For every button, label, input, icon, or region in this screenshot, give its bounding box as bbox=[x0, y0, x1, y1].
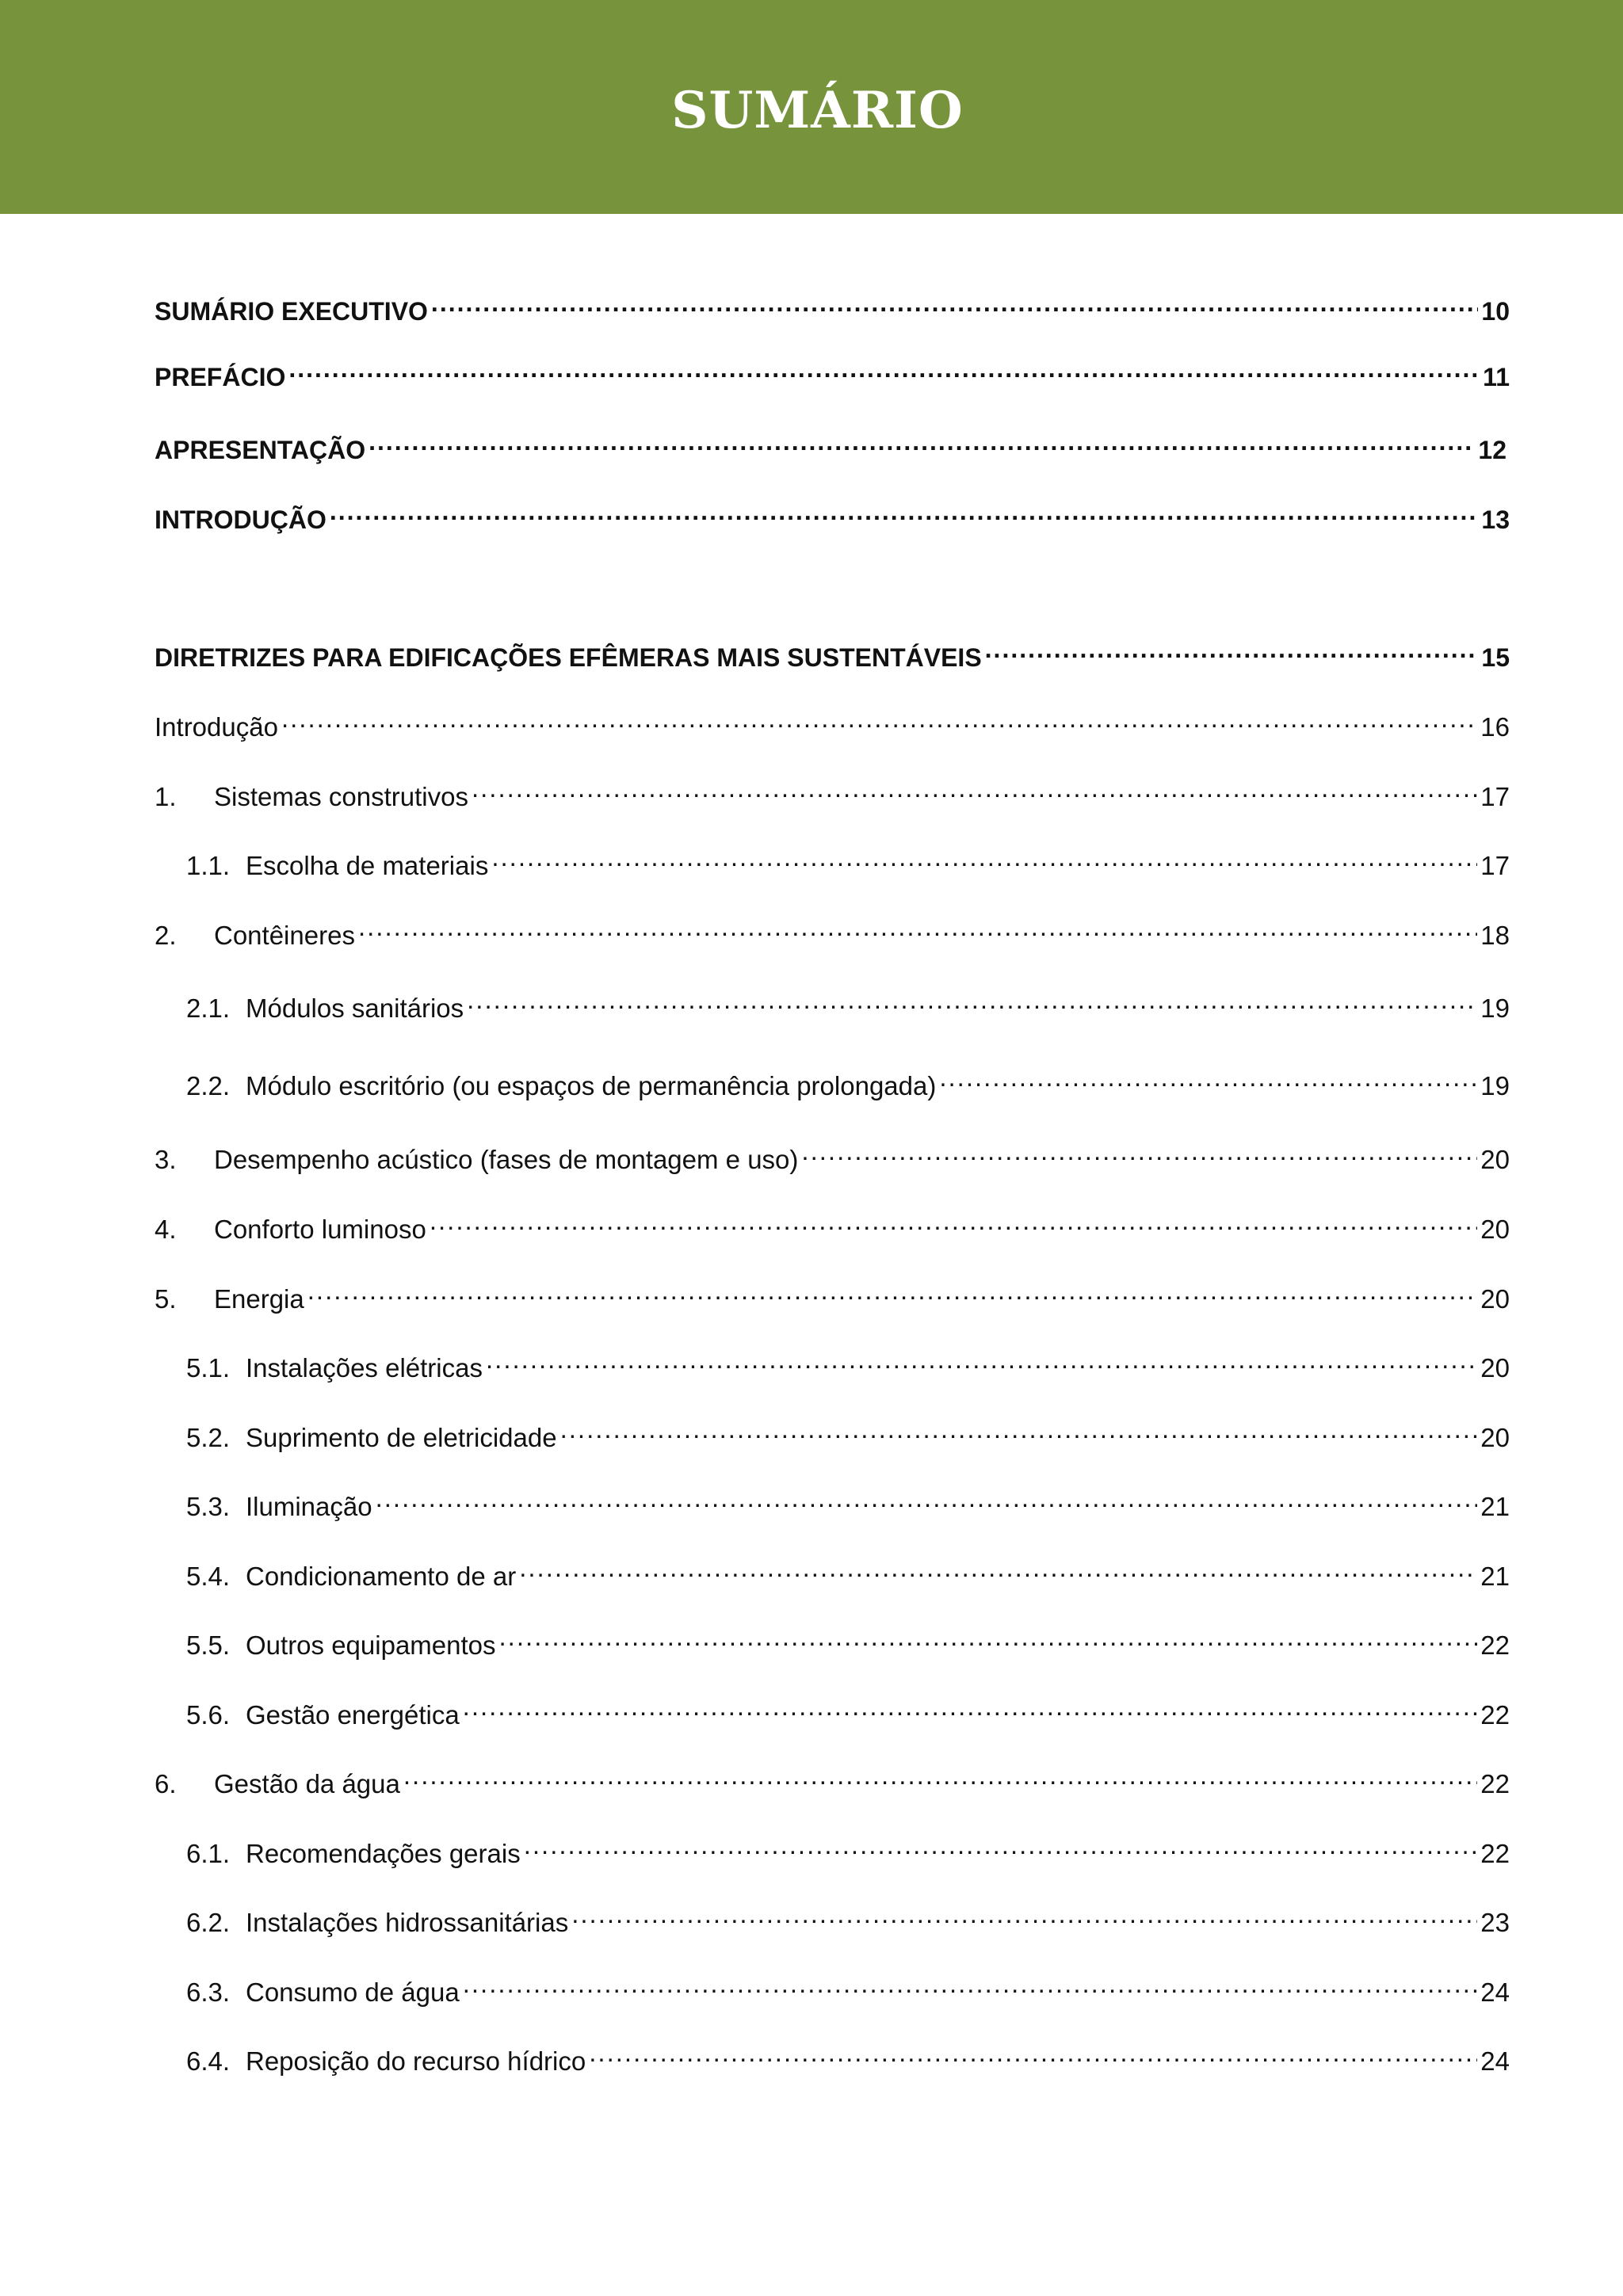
toc-entry-label: Energia bbox=[214, 1284, 304, 1314]
toc-entry-label: Módulos sanitários bbox=[246, 994, 464, 1023]
toc-page-number: 20 bbox=[1480, 1145, 1510, 1174]
toc-entry-label: SUMÁRIO EXECUTIVO bbox=[155, 297, 428, 326]
toc-dot-leader bbox=[499, 1619, 1478, 1654]
toc-entry-label: Condicionamento de ar bbox=[246, 1562, 517, 1591]
toc-dot-leader bbox=[431, 285, 1478, 320]
toc-dot-leader bbox=[486, 1342, 1477, 1377]
toc-entry-label: Suprimento de eletricidade bbox=[246, 1423, 557, 1452]
toc-dot-leader bbox=[376, 1481, 1478, 1516]
toc-dot-leader bbox=[985, 631, 1479, 666]
toc-entry-sumario-executivo[interactable] bbox=[155, 285, 1510, 329]
toc-entry-2-1[interactable] bbox=[186, 982, 1510, 1026]
toc-entry-number: 5.4. bbox=[186, 1562, 231, 1591]
toc-dot-leader bbox=[472, 771, 1477, 806]
toc-dot-leader bbox=[403, 1758, 1477, 1793]
toc-page-number: 10 bbox=[1481, 297, 1510, 326]
toc-entry-label: Sistemas construtivos bbox=[214, 782, 468, 811]
toc-dot-leader bbox=[801, 1134, 1477, 1169]
toc-entry-label: Escolha de materiais bbox=[246, 851, 489, 880]
toc-entry-5-2[interactable] bbox=[186, 1412, 1510, 1455]
toc-entry-3[interactable] bbox=[155, 1134, 1510, 1177]
toc-dot-leader bbox=[560, 1412, 1478, 1447]
toc-entry-introducao-capitulo[interactable] bbox=[155, 701, 1510, 745]
toc-page-number: 20 bbox=[1480, 1423, 1510, 1452]
toc-entry-number: 5.6. bbox=[186, 1700, 231, 1730]
toc-entry-number: 3. bbox=[155, 1145, 177, 1174]
toc-entry-6[interactable] bbox=[155, 1758, 1510, 1802]
toc-entry-label: Outros equipamentos bbox=[246, 1630, 496, 1660]
toc-entry-label: Iluminação bbox=[246, 1492, 372, 1521]
toc-entry-5-4[interactable] bbox=[186, 1550, 1510, 1594]
toc-entry-label: PREFÁCIO bbox=[155, 363, 286, 391]
toc-entry-5[interactable] bbox=[155, 1273, 1510, 1317]
toc-entry-label: Recomendações gerais bbox=[246, 1839, 521, 1868]
toc-dot-leader bbox=[463, 1966, 1478, 2001]
toc-entry-number: 6.2. bbox=[186, 1908, 231, 1937]
toc-entry-number: 6.3. bbox=[186, 1978, 231, 2007]
toc-page-number: 22 bbox=[1480, 1700, 1510, 1730]
toc-dot-leader bbox=[524, 1828, 1478, 1863]
toc-dot-leader bbox=[463, 1689, 1478, 1724]
toc-entry-label: Desempenho acústico (fases de montagem e uso) bbox=[214, 1145, 799, 1174]
toc-entry-5-5[interactable] bbox=[186, 1619, 1510, 1663]
toc-dot-leader bbox=[491, 840, 1477, 875]
toc-entry-number: 2.1. bbox=[186, 994, 231, 1023]
toc-page-number: 22 bbox=[1480, 1839, 1510, 1868]
toc-entry-6-4[interactable] bbox=[186, 2035, 1510, 2079]
toc-dot-leader bbox=[939, 1060, 1477, 1095]
toc-dot-leader bbox=[281, 701, 1477, 736]
toc-entry-number: 5.2. bbox=[186, 1423, 231, 1452]
toc-entry-1[interactable] bbox=[155, 771, 1510, 814]
toc-dot-leader bbox=[430, 1203, 1477, 1238]
toc-entry-label: Módulo escritório (ou espaços de permanência prolongada) bbox=[246, 1071, 937, 1100]
toc-dot-leader bbox=[288, 351, 1480, 386]
toc-entry-number: 5.5. bbox=[186, 1630, 231, 1660]
toc-entry-number: 1.1. bbox=[186, 851, 231, 880]
toc-entry-label: Consumo de água bbox=[246, 1978, 460, 2007]
toc-dot-leader bbox=[467, 982, 1477, 1017]
toc-page-number: 18 bbox=[1480, 921, 1510, 950]
toc-entry-label: Instalações hidrossanitárias bbox=[246, 1908, 569, 1937]
toc-dot-leader bbox=[369, 424, 1475, 459]
toc-entry-5-1[interactable] bbox=[186, 1342, 1510, 1386]
toc-entry-6-1[interactable] bbox=[186, 1828, 1510, 1871]
toc-page-number: 13 bbox=[1481, 505, 1510, 534]
toc-entry-number: 5.1. bbox=[186, 1353, 231, 1383]
toc-page-number: 21 bbox=[1480, 1492, 1510, 1521]
toc-entry-number: 2.2. bbox=[186, 1071, 231, 1100]
page-title: SUMÁRIO bbox=[671, 81, 964, 140]
toc-page-number: 22 bbox=[1480, 1630, 1510, 1660]
toc-entry-number: 1. bbox=[155, 782, 177, 811]
toc-entry-label: Gestão energética bbox=[246, 1700, 460, 1730]
toc-page-number: 20 bbox=[1480, 1353, 1510, 1383]
toc-page-number: 15 bbox=[1481, 643, 1510, 672]
toc-entry-4[interactable] bbox=[155, 1203, 1510, 1247]
toc-page-number: 16 bbox=[1480, 712, 1510, 742]
toc-page-number: 12 bbox=[1478, 436, 1507, 464]
toc-entry-diretrizes[interactable] bbox=[155, 631, 1510, 675]
toc-page-number: 11 bbox=[1483, 363, 1510, 391]
toc-entry-6-3[interactable] bbox=[186, 1966, 1510, 2010]
toc-page-number: 22 bbox=[1480, 1769, 1510, 1798]
toc-entry-5-6[interactable] bbox=[186, 1689, 1510, 1733]
toc-dot-leader bbox=[519, 1550, 1477, 1585]
toc-entry-label: Reposição do recurso hídrico bbox=[246, 2046, 586, 2076]
toc-entry-2-2[interactable] bbox=[186, 1060, 1510, 1104]
toc-entry-introducao[interactable] bbox=[155, 494, 1510, 537]
toc-entry-label: Gestão da água bbox=[214, 1769, 400, 1798]
toc-entry-5-3[interactable] bbox=[186, 1481, 1510, 1524]
toc-entry-label: INTRODUÇÃO bbox=[155, 505, 327, 534]
toc-dot-leader bbox=[330, 494, 1479, 528]
toc-page-number: 21 bbox=[1480, 1562, 1510, 1591]
toc-entry-6-2[interactable] bbox=[186, 1897, 1510, 1940]
toc-entry-2[interactable] bbox=[155, 910, 1510, 953]
toc-page-number: 17 bbox=[1480, 851, 1510, 880]
toc-entry-1-1[interactable] bbox=[186, 840, 1510, 883]
toc-entry-prefacio[interactable] bbox=[155, 351, 1510, 395]
toc-entry-label: Contêineres bbox=[214, 921, 355, 950]
toc-dot-leader bbox=[589, 2035, 1477, 2070]
toc-page-number: 23 bbox=[1480, 1908, 1510, 1937]
toc-entry-label: DIRETRIZES PARA EDIFICAÇÕES EFÊMERAS MAIS SUSTENTÁVEIS bbox=[155, 643, 982, 672]
toc-page-number: 19 bbox=[1480, 994, 1510, 1023]
toc-entry-apresentacao[interactable] bbox=[155, 424, 1507, 467]
toc-entry-number: 6.4. bbox=[186, 2046, 231, 2076]
toc-entry-number: 6. bbox=[155, 1769, 177, 1798]
toc-page-number: 24 bbox=[1480, 1978, 1510, 2007]
toc-page-number: 17 bbox=[1480, 782, 1510, 811]
toc-page-number: 19 bbox=[1480, 1071, 1510, 1100]
toc-entry-number: 6.1. bbox=[186, 1839, 231, 1868]
toc-entry-label: Conforto luminoso bbox=[214, 1215, 426, 1244]
toc-page-number: 20 bbox=[1480, 1215, 1510, 1244]
toc-entry-number: 2. bbox=[155, 921, 177, 950]
toc-entry-label: Introdução bbox=[155, 712, 278, 742]
toc-entry-label: Instalações elétricas bbox=[246, 1353, 483, 1383]
toc-page-number: 24 bbox=[1480, 2046, 1510, 2076]
toc-entry-number: 4. bbox=[155, 1215, 177, 1244]
toc-dot-leader bbox=[358, 910, 1477, 944]
toc-dot-leader bbox=[307, 1273, 1478, 1308]
toc-entry-label: APRESENTAÇÃO bbox=[155, 436, 366, 464]
toc-entry-number: 5. bbox=[155, 1284, 177, 1314]
toc-dot-leader bbox=[571, 1897, 1477, 1932]
toc-page-number: 20 bbox=[1480, 1284, 1510, 1314]
toc-entry-number: 5.3. bbox=[186, 1492, 231, 1521]
